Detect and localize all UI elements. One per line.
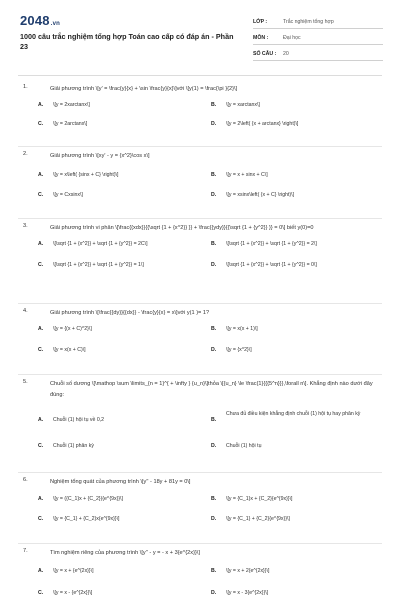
option-key: D. — [211, 192, 217, 198]
site-logo[interactable] — [20, 13, 60, 28]
option-key: A. — [38, 172, 44, 178]
option-group — [18, 319, 382, 367]
question-list — [0, 80, 400, 610]
question-text: Giải phương trình \[xy' - y = {x^2}\cos x\] — [50, 153, 150, 159]
question-text: Giải phương trình vi phân \[\frac{{xdx}}{{\sqrt {1 + {x^2}} }} + \frac{{ydy}}{{\sqrt {1 + {y^2}} }} = 0\] biết y(0)=0 — [50, 225, 314, 231]
option-text: \[y = {C_1} + {C_2}x{e^{9x}}\] — [53, 516, 120, 522]
question-number: 7. — [23, 548, 28, 554]
option-text: \[y = x + {e^{2x}}\] — [53, 568, 94, 574]
option-text: \[\sqrt {1 + {x^2}} + \sqrt {1 + {y^2}} = 1\] — [53, 262, 144, 268]
option-group — [18, 401, 382, 465]
option-key: A. — [38, 417, 44, 423]
option-text: \[y = Cxsinx\] — [53, 192, 83, 198]
option-text: \[y = {C_1}x + {C_2}{e^{9x}}\] — [226, 496, 293, 502]
option-text: \[\sqrt {1 + {x^2}} + \sqrt {1 + {y^2}} = 0\] — [226, 262, 317, 268]
meta-value: Đại học — [283, 35, 301, 41]
option-key: A. — [38, 496, 44, 502]
option-key: A. — [38, 568, 44, 574]
option-text: \[y = {(x + C)^2}\] — [53, 326, 92, 332]
option-text: \[\sqrt {1 + {x^2}} + \sqrt {1 + {y^2}} = 2\] — [226, 241, 317, 247]
option-text: \[y = ({C_1}x + {C_2}){e^{9x}}\] — [53, 496, 123, 502]
option-text: \[y = xarctanx\] — [226, 102, 260, 108]
option-key: B. — [211, 496, 217, 502]
logo-main: 2048 — [20, 13, 50, 28]
option-key: B. — [211, 417, 217, 423]
option-group — [18, 95, 382, 139]
option-key: C. — [38, 443, 44, 449]
option-key: C. — [38, 590, 44, 596]
option-key: D. — [211, 516, 217, 522]
meta-table — [253, 13, 383, 61]
option-text: \[y = x(x + 1)\] — [226, 326, 258, 332]
option-key: C. — [38, 121, 44, 127]
question-text: Chuỗi số dương \[\mathop \sum \limits_{n = 1}^{ + \infty } {u_n}\]thỏa \[{u_n} \le \frac{1}{{{5^n}}},\forall n\]. Khẳng định nào dưới đây đúng: — [50, 381, 373, 398]
option-key: D. — [211, 347, 217, 353]
option-key: B. — [211, 172, 217, 178]
option-key: C. — [38, 192, 44, 198]
option-text: \[y = x - {e^{2x}}\] — [53, 590, 93, 596]
option-text: Chuỗi (1) phân kỳ — [53, 443, 94, 449]
question-number: 3. — [23, 223, 28, 229]
option-text: \[y = x + sinx + C\] — [226, 172, 268, 178]
option-group — [18, 162, 382, 210]
meta-value: Trắc nghiệm tổng hợp — [283, 19, 334, 25]
option-text: \[y = x - 3{e^{2x}}\] — [226, 590, 269, 596]
question-text: Tìm nghiệm riêng của phương trình \[y'' - y = - x + 3{e^{2x}}\] — [50, 550, 200, 556]
option-text: Chuỗi (1) hội tụ — [226, 443, 262, 449]
question-item — [18, 473, 382, 544]
option-text: \[y = 2arctanx\] — [53, 121, 88, 127]
question-item — [18, 219, 382, 304]
meta-label: LỚP : — [253, 19, 268, 25]
question-number: 6. — [23, 477, 28, 483]
question-item — [18, 304, 382, 375]
question-item — [18, 147, 382, 219]
question-text: Nghiệm tổng quát của phương trình \[y'' - 18y + 81y = 0\] — [50, 479, 191, 485]
question-text: Giải phương trình \[\frac{{dy}}{{dx}} - \frac{y}{x} = x\]với y(1 )= 1? — [50, 310, 210, 316]
question-item — [18, 80, 382, 147]
question-number: 4. — [23, 308, 28, 314]
meta-label: MÔN : — [253, 35, 269, 41]
option-key: D. — [211, 121, 217, 127]
option-group — [18, 234, 382, 284]
option-key: D. — [211, 590, 217, 596]
header-divider — [18, 75, 382, 76]
option-text: \[y = {C_1} + {C_2}{e^{9x}}\] — [226, 516, 290, 522]
question-item — [18, 544, 382, 610]
option-text: \[y = {x^2}\] — [226, 347, 252, 353]
option-text: \[y = xsinx\left( {x + C} \right)\] — [226, 192, 295, 198]
option-key: B. — [211, 241, 217, 247]
document-title: 1000 câu trắc nghiệm tổng hợp Toán cao cấp có đáp án - Phần 23 — [20, 32, 234, 51]
option-key: A. — [38, 102, 44, 108]
option-group — [18, 488, 382, 536]
option-key: B. — [211, 102, 217, 108]
meta-row-subject — [253, 29, 383, 45]
option-text: \[y = x + 2{e^{2x}}\] — [226, 568, 270, 574]
option-text: \[y = x(x + C)\] — [53, 347, 86, 353]
option-text: \[y = 2xarctanx\] — [53, 102, 90, 108]
logo-sub: .vn — [50, 21, 61, 27]
option-key: D. — [211, 443, 217, 449]
option-key: D. — [211, 262, 217, 268]
question-number: 5. — [23, 379, 28, 385]
meta-value: 20 — [283, 51, 289, 57]
option-key: B. — [211, 568, 217, 574]
option-key: C. — [38, 347, 44, 353]
meta-label: SỐ CÂU : — [253, 51, 277, 57]
option-key: C. — [38, 516, 44, 522]
option-text: \[\sqrt {1 + {x^2}} + \sqrt {1 + {y^2}} = 2C\] — [53, 241, 148, 247]
question-number: 2. — [23, 151, 28, 157]
option-text: Chuỗi (1) hội tụ về 0,2 — [53, 417, 105, 423]
option-text: \[y = 2\left( {x + arctanx} \right)\] — [226, 121, 299, 127]
option-group — [18, 559, 382, 603]
option-text: Chưa đủ điều kiện khẳng định chuỗi (1) hội tụ hay phân kỳ — [226, 411, 361, 417]
meta-row-count — [253, 45, 383, 61]
option-key: B. — [211, 326, 217, 332]
option-key: A. — [38, 326, 44, 332]
question-item — [18, 375, 382, 473]
option-key: A. — [38, 241, 44, 247]
page-header — [0, 0, 400, 64]
option-key: C. — [38, 262, 44, 268]
meta-row-class — [253, 13, 383, 29]
option-text: \[y = x\left( {sinx + C} \right)\] — [53, 172, 119, 178]
question-number: 1. — [23, 84, 28, 90]
question-text: Giải phương trình \[y' = \frac{y}{x} + \sin \frac{y}{x}\]với \[y(1) = \frac{\pi }{2}\] — [50, 86, 238, 92]
